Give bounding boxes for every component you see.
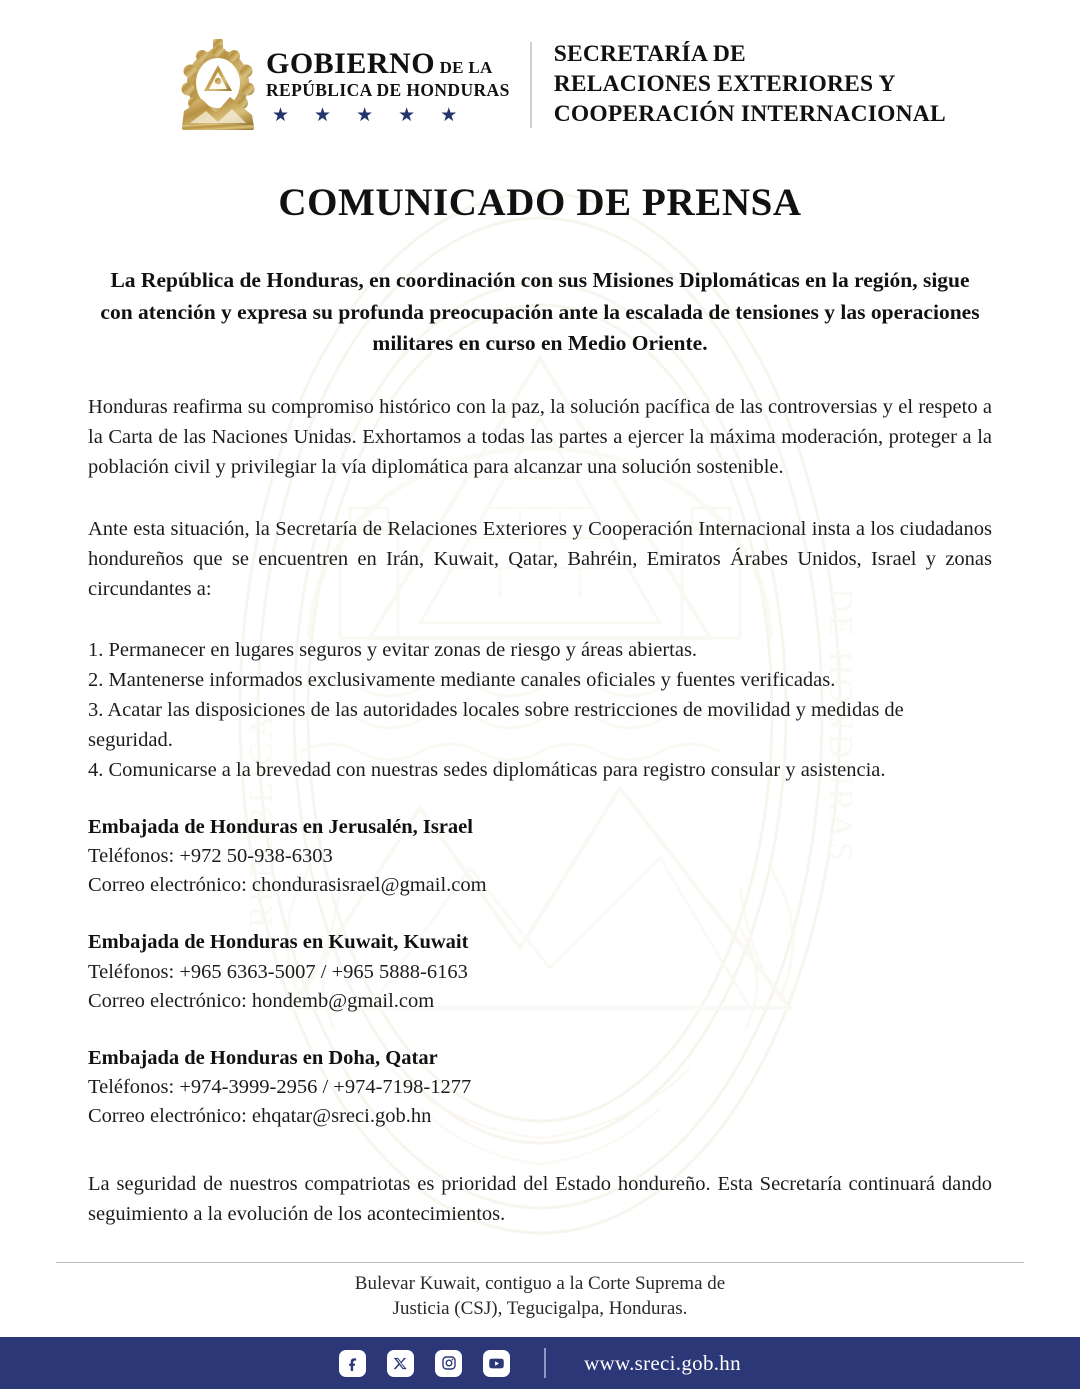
instagram-icon[interactable] xyxy=(435,1350,462,1377)
secretariat-line-2: RELACIONES EXTERIORES Y xyxy=(553,71,896,98)
gobierno-text: GOBIERNO xyxy=(266,46,436,80)
five-stars-icon xyxy=(266,106,510,125)
x-twitter-icon[interactable] xyxy=(387,1350,414,1377)
embassy-name: Embajada de Honduras en Kuwait, Kuwait xyxy=(88,931,469,954)
star-icon: ★ xyxy=(356,105,374,127)
embassy-phones: Teléfonos: +972 50-938-6303 xyxy=(88,845,333,868)
government-wordmark xyxy=(266,45,510,126)
republica-de-honduras-text: REPÚBLICA DE HONDURAS xyxy=(266,79,510,100)
facebook-icon[interactable] xyxy=(339,1350,366,1377)
address-line-1: Bulevar Kuwait, contiguo a la Corte Suprema de xyxy=(354,1273,726,1294)
star-icon: ★ xyxy=(314,105,332,127)
secretariat-line-1: SECRETARÍA DE xyxy=(553,41,746,68)
government-line-1 xyxy=(266,46,510,80)
embassy-email: Correo electrónico: hondemb@gmail.com xyxy=(88,989,435,1012)
embassy-phones: Teléfonos: +965 6363-5007 / +965 5888-6163 xyxy=(88,960,468,983)
footer-divider-rule xyxy=(56,1262,1024,1263)
svg-text:REPUBLICA: REPUBLICA xyxy=(243,712,280,928)
list-item: 3. Acatar las disposiciones de las autoridades locales sobre restricciones de movilidad y medidas de seguridad. xyxy=(88,698,904,751)
masthead xyxy=(0,0,1080,127)
secretariat-title xyxy=(554,40,946,130)
embassy-name: Embajada de Honduras en Doha, Qatar xyxy=(88,1046,438,1069)
de-la-text: DE LA xyxy=(435,57,493,77)
footer-bar xyxy=(0,1337,1080,1389)
footer-vertical-divider xyxy=(544,1348,546,1378)
paragraph-1: Honduras reafirma su compromiso histórico con la paz, la solución pacífica de las controversias y el respeto a la Carta de las Naciones Unidas. Exhortamos a todas las partes a ejercer la máxima moderación, proteger a la población civil y privilegiar la vía diplomática para alcanzar una solución sostenible. xyxy=(88,395,992,479)
header-divider xyxy=(530,42,532,128)
website-link[interactable]: www.sreci.gob.hn xyxy=(584,1350,741,1375)
closing-paragraph: La seguridad de nuestros compatriotas es prioridad del Estado hondureño. Esta Secretaría continuará dando seguimiento a la evolución de los acontecimientos. xyxy=(88,1173,992,1226)
address-line-2: Justicia (CSJ), Tegucigalpa, Honduras. xyxy=(392,1298,688,1320)
embassy-phones: Teléfonos: +974-3999-2956 / +974-7198-1277 xyxy=(88,1075,472,1098)
document-body xyxy=(0,180,1080,1229)
embassy-block-kuwait xyxy=(88,928,992,1015)
page-title: COMUNICADO DE PRENSA xyxy=(278,181,802,224)
lead-paragraph: La República de Honduras, en coordinación con sus Misiones Diplomáticas en la región, sigue con atención y expresa su profunda preocupación ante la escalada de tensiones y las operaciones militares en curso en Medio Oriente. xyxy=(100,268,980,356)
paragraph-2: Ante esta situación, la Secretaría de Relaciones Exteriores y Cooperación Internacional insta a los ciudadanos hondureños que se encuentren en Irán, Kuwait, Qatar, Bahréin, Emiratos Árabes Unidos, Israel y zonas circundantes a: xyxy=(88,518,992,601)
embassy-block-doha xyxy=(88,1044,992,1131)
footer-address xyxy=(0,1271,1080,1322)
embassy-block-jerusalem xyxy=(88,813,992,900)
star-icon: ★ xyxy=(272,105,290,127)
svg-text:DE HONDURAS: DE HONDURAS xyxy=(822,588,859,864)
recommendations-list xyxy=(88,635,992,786)
youtube-icon[interactable] xyxy=(483,1350,510,1377)
list-item: 2. Mantenerse informados exclusivamente mediante canales oficiales y fuentes verificadas. xyxy=(88,668,836,691)
list-item: 1. Permanecer en lugares seguros y evitar zonas de riesgo y áreas abiertas. xyxy=(88,638,698,661)
list-item: 4. Comunicarse a la brevedad con nuestras sedes diplomáticas para registro consular y asistencia. xyxy=(88,759,886,782)
honduras-coat-of-arms-icon xyxy=(176,37,260,133)
social-links xyxy=(339,1350,510,1377)
embassy-name: Embajada de Honduras en Jerusalén, Israel xyxy=(88,816,473,839)
embassy-email: Correo electrónico: ehqatar@sreci.gob.hn xyxy=(88,1105,432,1128)
secretariat-line-3: COOPERACIÓN INTERNACIONAL xyxy=(553,100,946,127)
embassy-email: Correo electrónico: chondurasisrael@gmail.com xyxy=(88,874,487,897)
star-icon: ★ xyxy=(398,105,416,127)
star-icon: ★ xyxy=(440,105,458,127)
